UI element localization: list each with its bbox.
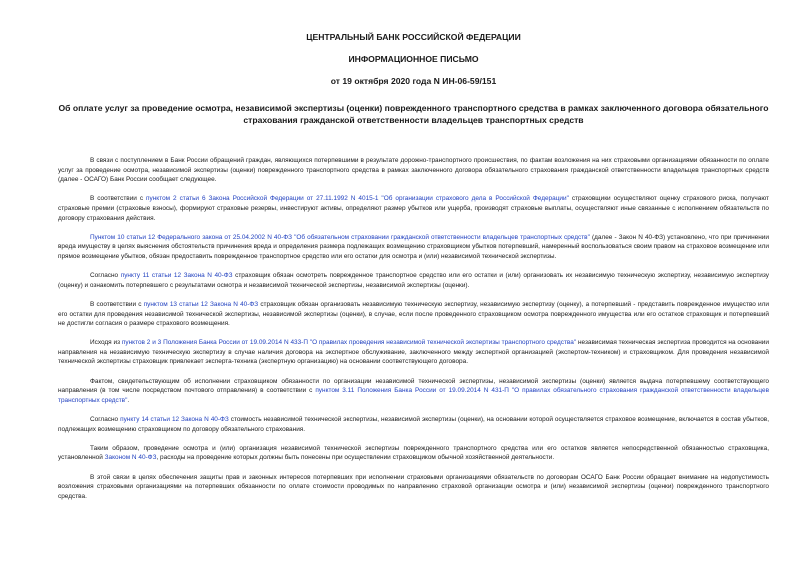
law-link-40-fz-p10[interactable]: Пунктом 10 статьи 12 Федерального закона от 25.04.2002 N 40-ФЗ "Об обязательном страховании гражданской ответственности владельцев транспортных средств" [90,233,590,241]
issuer-heading: ЦЕНТРАЛЬНЫЙ БАНК РОССИЙСКОЙ ФЕДЕРАЦИИ [306,32,521,42]
paragraph-text: В соответствии с [90,195,147,203]
paragraph-10: В этой связи в целях обеспечения защиты прав и законных интересов потерпевших при исполнении страховыми организациями обязательств по договорам ОСАГО Банк России обращает внимание на недопустимость возложения страховыми организациями на потерпевших обязанности по оплате стоимости проводимых по направлению страховой организации осмотра и (или) независимой экспертизы (оценки) поврежденного транспортного средства. [58,473,769,500]
paragraph-text: Согласно [90,272,121,280]
paragraph-text: Фактом, свидетельствующим об исполнении страховщиком обязанности по организации независимой технической экспертизы, независимой экспертизы (оценки) является выдача потерпевшему соответствующего направления (в том числе посредством почтового отправления) в соответствии с [58,377,769,395]
paragraph-text: Согласно [90,416,121,424]
paragraph-6 [58,338,769,367]
paragraph-text: страховщики осуществляют оценку страхового риска, получают страховые премии (страховые взносы), формируют страховые резервы, инвестируют активы, определяют размер убытков или ущерба, производят страховые выплаты, осуществляют иные связанные с исполнением обязательств по договору страхования действия. [58,195,769,222]
paragraph-5 [58,300,769,329]
law-link-40-fz-p11[interactable]: пункту 11 статьи 12 Закона N 40-ФЗ [120,272,233,280]
paragraph-text: страховщик обязан организовать независимую техническую экспертизу, независимую экспертизу (оценку), а потерпевший - представить поврежденное имущество или его остатки для проведения независимой технической экспертизы, независимой экспертизы (оценки), в случае, если после проведенного страховщиком осмотра поврежденного имущества или его остатков страховщик и потерпевший не достигли согласия о размере страхового возмещения. [58,300,769,328]
document-type-heading: ИНФОРМАЦИОННОЕ ПИСЬМО [348,54,479,64]
document-body [58,156,769,501]
paragraph-2 [58,194,769,223]
paragraph-4 [58,271,769,290]
paragraph-text: , расходы на проведение которых должны быть понесены при осуществлении страховщиком обычной хозяйственной деятельности. [156,454,555,462]
regulation-link-431-p[interactable]: пунктом 3.11 Положения Банка России от 19.09.2014 N 431-П "О правилах обязательного страхования гражданской ответственности владельцев транспортных средств" [58,387,769,404]
paragraph-text: В соответствии с [90,300,144,308]
paragraph-text: страховщик обязан осмотреть поврежденное транспортное средство или его остатки и (или) организовать их независимую техническую экспертизу, независимую экспертизу (оценку) и ознакомить потерпевшего с результатами осмотра и независимой технической экспертизы, независимой экспертизы (оценки). [58,272,770,289]
paragraph-8 [58,415,769,434]
paragraph-text: независимая техническая экспертиза проводится на основании направления на независимую техническую экспертизу в случае наличия договора на экспертное обслуживание, заключенного между экспертной организацией (экспертом-техником) и страховщиком. Для проведения независимой технической экспертизы страховщик привлекает эксперта-техника (экспертную организацию) на основании соответствующего договора. [58,339,769,366]
paragraph-text: Исходя из [90,339,122,347]
paragraph-3 [58,233,769,262]
paragraph-9 [58,444,769,463]
regulation-link-433-p[interactable]: пунктов 2 и 3 Положения Банка России от 19.09.2014 N 433-П "О правилах проведения независимой технической экспертизы транспортного средства" [121,339,577,347]
paragraph-text: . [127,396,130,404]
document-date-number: от 19 октября 2020 года N ИН-06-59/151 [330,76,497,86]
law-link-4015-1[interactable]: пунктом 2 статьи 6 Закона Российской Федерации от 27.11.1992 N 4015-1 "Об организации страхового дела в Российской Федерации" [146,195,569,203]
paragraph-1: В связи с поступлением в Банк России обращений граждан, являющихся потерпевшими в результате дорожно-транспортного происшествия, по фактам возложения на них страховыми организациями обязанности по оплате услуг за проведение осмотра, независимой экспертизы (оценки) поврежденного транспортного средства в рамках заключенного договора обязательного страхования гражданской ответственности владельцев транспортных средств (далее - ОСАГО) Банк России сообщает следующее. [58,157,769,184]
law-link-40-fz[interactable]: Законом N 40-ФЗ [104,454,157,462]
document-title: Об оплате услуг за проведение осмотра, независимой экспертизы (оценки) поврежденного транспортного средства в рамках заключенного договора обязательного страхования гражданской ответственности владельцев транспортных средств [58,103,769,125]
paragraph-text: Таким образом, проведение осмотра и (или) организация независимой технической экспертизы поврежденного транспортного средства или его остатков является непосредственной обязанностью страховщика, установленной [58,444,769,462]
paragraph-7 [58,377,769,406]
law-link-40-fz-p14[interactable]: пункту 14 статьи 12 Закона N 40-ФЗ [120,416,229,424]
paragraph-text: (далее - Закон N 40-ФЗ) установлено, что при причинении вреда имуществу в целях выяснения обстоятельств причинения вреда и определения размера подлежащих возмещению страховщиком убытков потерпевший, намеренный воспользоваться своим правом на страховое возмещение или прямое возмещение убытков, обязан предоставить поврежденное транспортное средство или его остатки для осмотра и (или) независимой технической экспертизы. [58,233,769,260]
law-link-40-fz-p13[interactable]: пунктом 13 статьи 12 Закона N 40-ФЗ [143,300,259,308]
paragraph-text: стоимость независимой технической экспертизы, независимой экспертизы (оценки), на основании которой осуществляется страховое возмещение, включается в состав убытков, подлежащих возмещению страховщиком по договору обязательного страхования. [58,416,770,433]
